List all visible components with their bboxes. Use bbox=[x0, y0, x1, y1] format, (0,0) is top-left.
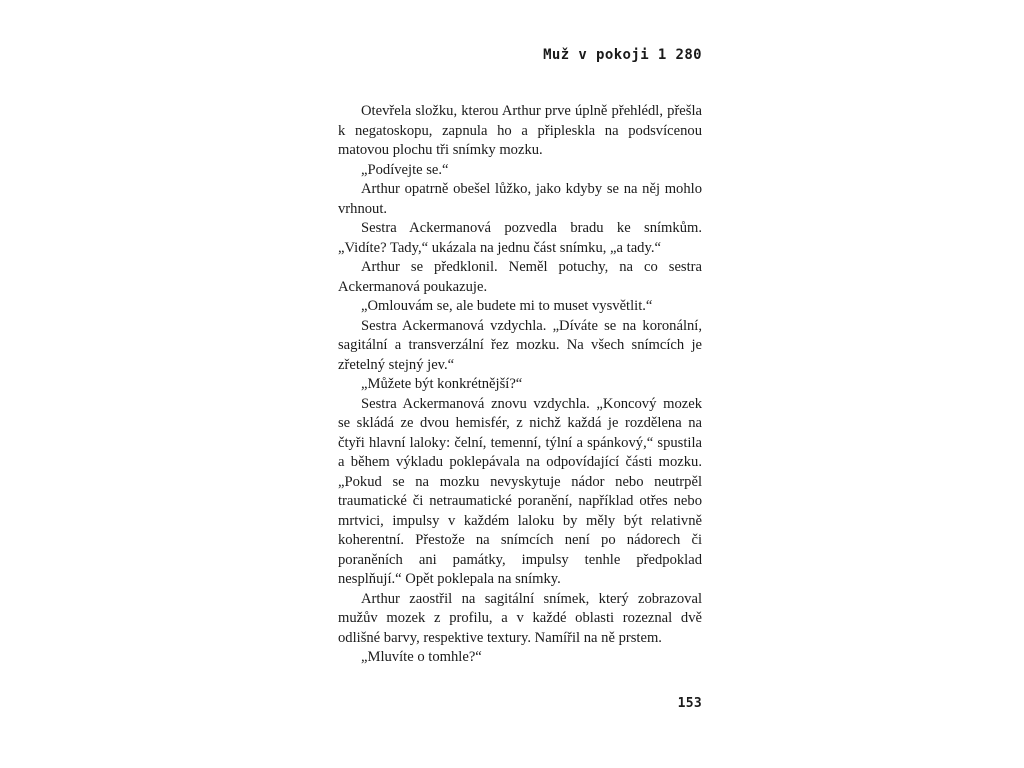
paragraph: Sestra Ackermanová pozvedla bradu ke snímkům. „Vidíte? Tady,“ ukázala na jednu část snímku, „a tady.“ bbox=[338, 220, 702, 256]
paragraph: „Mluvíte o tomhle?“ bbox=[361, 649, 482, 665]
body-text bbox=[338, 102, 702, 668]
paragraph: Sestra Ackermanová znovu vzdychla. „Koncový mozek se skládá ze dvou hemisfér, z nichž každá je rozdělena na čtyři hlavní laloky: čelní, temenní, týlní a spánkový,“ spustila a během výkladu poklepávala na odpovídající části mozku. „Pokud se na mozku nevyskytuje nádor nebo neutrpěl traumatické či netraumatické poranění, například otřes nebo mrtvici, impulsy v každém laloku by měly být relativně koherentní. Přestože na snímcích není po nádorech či poraněních ani památky, impulsy tenhle předpoklad nesplňují.“ Opět poklepala na snímky. bbox=[338, 395, 702, 587]
paragraph: Arthur opatrně obešel lůžko, jako kdyby se na něj mohlo vrhnout. bbox=[338, 181, 702, 217]
paragraph: Sestra Ackermanová vzdychla. „Díváte se na koronální, sagitální a transverzální řez mozku. Na všech snímcích je zřetelný stejný jev.“ bbox=[338, 317, 702, 373]
running-head: Muž v pokoji 1 280 bbox=[543, 47, 702, 63]
paragraph: „Podívejte se.“ bbox=[361, 161, 449, 178]
page-number: 153 bbox=[677, 696, 702, 711]
paragraph: „Omlouvám se, ale budete mi to muset vysvětlit.“ bbox=[361, 298, 653, 314]
paragraph: Arthur se předklonil. Neměl potuchy, na co sestra Ackermanová poukazuje. bbox=[338, 259, 702, 295]
paragraph: Otevřela složku, kterou Arthur prve úplně přehlédl, přešla k negatoskopu, zapnula ho a připleskla na podsvícenou matovou plochu tři snímky mozku. bbox=[338, 103, 702, 158]
paragraph: Arthur zaostřil na sagitální snímek, který zobrazoval mužův mozek z profilu, a v každé oblasti rozeznal dvě odlišné barvy, respektive textury. Namířil na ně prstem. bbox=[338, 590, 702, 646]
paragraph: „Můžete být konkrétnější?“ bbox=[361, 376, 523, 392]
